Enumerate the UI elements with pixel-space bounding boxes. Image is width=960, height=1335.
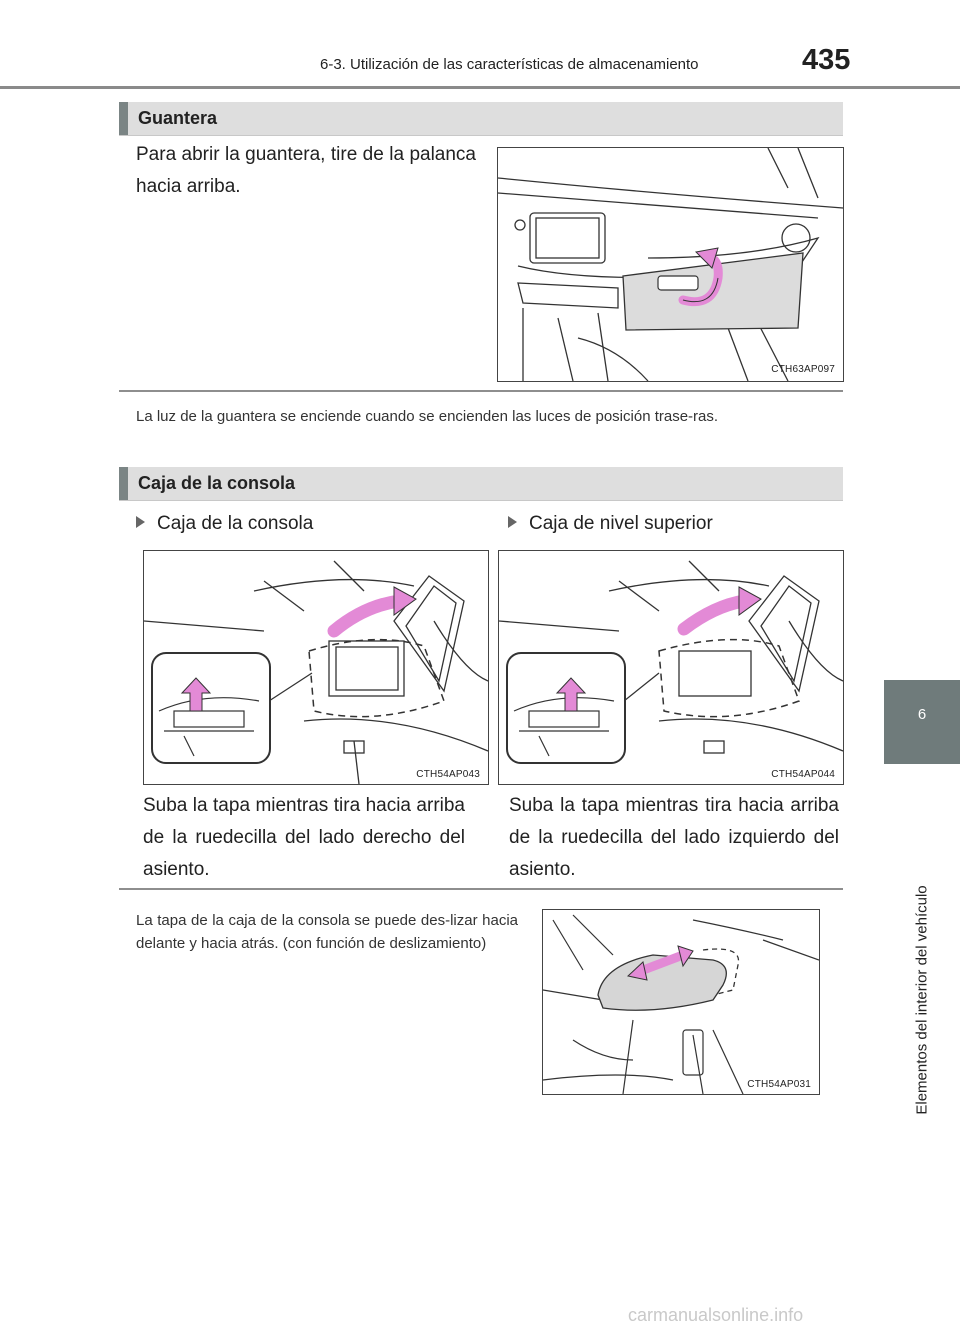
- section-header-bar: [119, 102, 128, 135]
- figure-code: CTH54AP043: [416, 769, 480, 780]
- bullet-upper-box: [508, 513, 713, 535]
- glovebox-illustration: [498, 148, 843, 381]
- triangle-bullet-icon: [136, 516, 145, 528]
- upper-box-instructions: Suba la tapa mientras tira hacia arriba de la ruedecilla del lado izquierdo del asiento.: [509, 795, 839, 880]
- section-title: Caja de la consola: [138, 473, 296, 493]
- sliding-lid-figure: [542, 909, 820, 1095]
- figure-code: CTH63AP097: [771, 364, 835, 375]
- figure-code: CTH54AP031: [747, 1079, 811, 1090]
- section-header-guantera: [119, 102, 843, 136]
- console-box-figure: [143, 550, 489, 785]
- figure-code: CTH54AP044: [771, 769, 835, 780]
- bullet-console-box: [136, 513, 313, 535]
- watermark: carmanualsonline.info: [628, 1305, 804, 1325]
- upper-box-illustration: [499, 551, 843, 784]
- section-title: Guantera: [138, 108, 218, 128]
- section-divider: [119, 390, 843, 392]
- chapter-label: Elementos del interior del vehículo: [913, 885, 931, 1115]
- page-number: 435: [802, 44, 851, 76]
- running-header: 6-3. Utilización de las características de almacenamiento: [320, 56, 699, 73]
- bullet-label: Caja de la consola: [157, 513, 314, 534]
- section-divider: [119, 888, 843, 890]
- bullet-label: Caja de nivel superior: [529, 513, 713, 534]
- section-header-consola: [119, 467, 843, 501]
- chapter-number: 6: [917, 706, 927, 723]
- upper-box-figure: [498, 550, 844, 785]
- console-box-illustration: [144, 551, 488, 784]
- header-rule: [0, 86, 960, 89]
- glovebox-instructions: Para abrir la guantera, tire de la palanca hacia arriba.: [136, 144, 476, 197]
- glovebox-figure: [497, 147, 844, 382]
- section-header-bar: [119, 467, 128, 500]
- glovebox-note: La luz de la guantera se enciende cuando se encienden las luces de posición trase-ras.: [136, 408, 719, 425]
- sliding-lid-illustration: [543, 910, 819, 1094]
- triangle-bullet-icon: [508, 516, 517, 528]
- console-slide-note: La tapa de la caja de la consola se puede des-lizar hacia delante y hacia atrás. (con función de deslizamiento): [136, 912, 518, 952]
- console-box-instructions: Suba la tapa mientras tira hacia arriba de la ruedecilla del lado derecho del asiento.: [143, 795, 465, 880]
